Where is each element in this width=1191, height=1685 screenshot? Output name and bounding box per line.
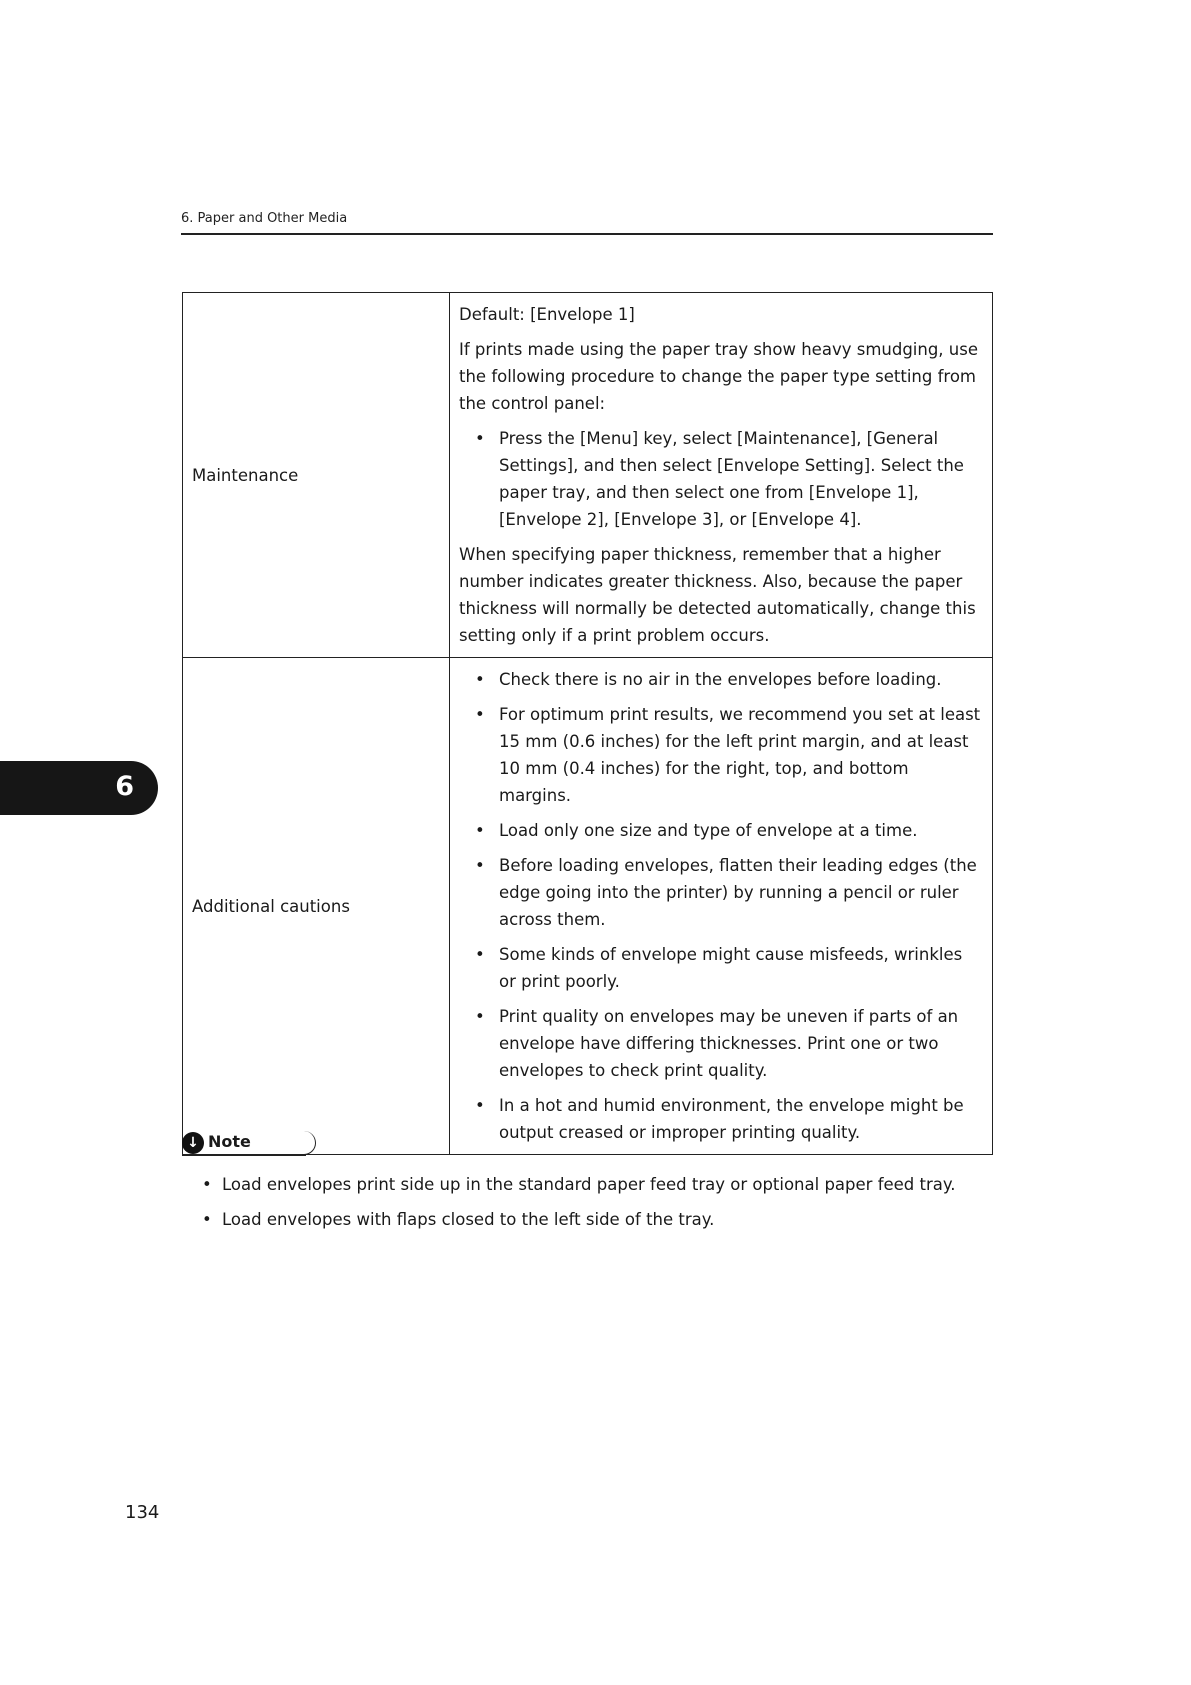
bullet-list (459, 425, 984, 533)
table-row (183, 658, 993, 1155)
page-number: 134 (125, 1502, 160, 1523)
list-item: • Check there is no air in the envelopes before loading. (459, 666, 984, 693)
chapter-tab-number: 6 (115, 771, 134, 802)
header-rule (181, 233, 993, 235)
list-item: • Print quality on envelopes may be uneven if parts of an envelope have differing thicknesses. Print one or two envelopes to check print quality. (459, 1003, 984, 1084)
list-item: • Load only one size and type of envelope at a time. (459, 817, 984, 844)
list-item: • Some kinds of envelope might cause misfeeds, wrinkles or print poorly. (459, 941, 984, 995)
note-list (182, 1171, 982, 1241)
running-header: 6. Paper and Other Media (181, 211, 348, 226)
paragraph: If prints made using the paper tray show heavy smudging, use the following procedure to change the paper type setting from the control panel: (459, 340, 979, 413)
list-item: • Press the [Menu] key, select [Maintenance], [General Settings], and then select [Envelope Setting]. Select the paper tray, and then select one from [Envelope 1], [Envelope 2], [Envelope 3], or [Envelope 4]. (459, 425, 984, 533)
list-item: • Before loading envelopes, flatten their leading edges (the edge going into the printer) by running a pencil or ruler across them. (459, 852, 984, 933)
row-content (450, 658, 993, 1155)
paragraph: When specifying paper thickness, remember that a higher number indicates greater thickness. Also, because the paper thickness will normally be detected automatically, change this setting only if a print problem occurs. (459, 545, 976, 645)
row-label: Additional cautions (183, 658, 450, 1155)
list-item: • Load envelopes print side up in the standard paper feed tray or optional paper feed tray. (182, 1171, 982, 1198)
note-label: Note (208, 1132, 251, 1151)
row-content (450, 293, 993, 658)
note-underline (182, 1154, 306, 1156)
table-row (183, 293, 993, 658)
default-value: Default: [Envelope 1] (459, 305, 635, 324)
row-label: Maintenance (183, 293, 450, 658)
note-heading (182, 1131, 316, 1155)
list-item: • Load envelopes with flaps closed to the left side of the tray. (182, 1206, 982, 1233)
note-underline-curve (292, 1131, 316, 1155)
list-item: • In a hot and humid environment, the envelope might be output creased or improper printing quality. (459, 1092, 984, 1146)
bullet-list (459, 666, 984, 1146)
chapter-tab (0, 761, 158, 815)
envelope-settings-table (182, 292, 993, 1155)
list-item: • For optimum print results, we recommend you set at least 15 mm (0.6 inches) for the left print margin, and at least 10 mm (0.4 inches) for the right, top, and bottom margins. (459, 701, 984, 809)
down-arrow-circle-icon: ↓ (182, 1132, 204, 1154)
